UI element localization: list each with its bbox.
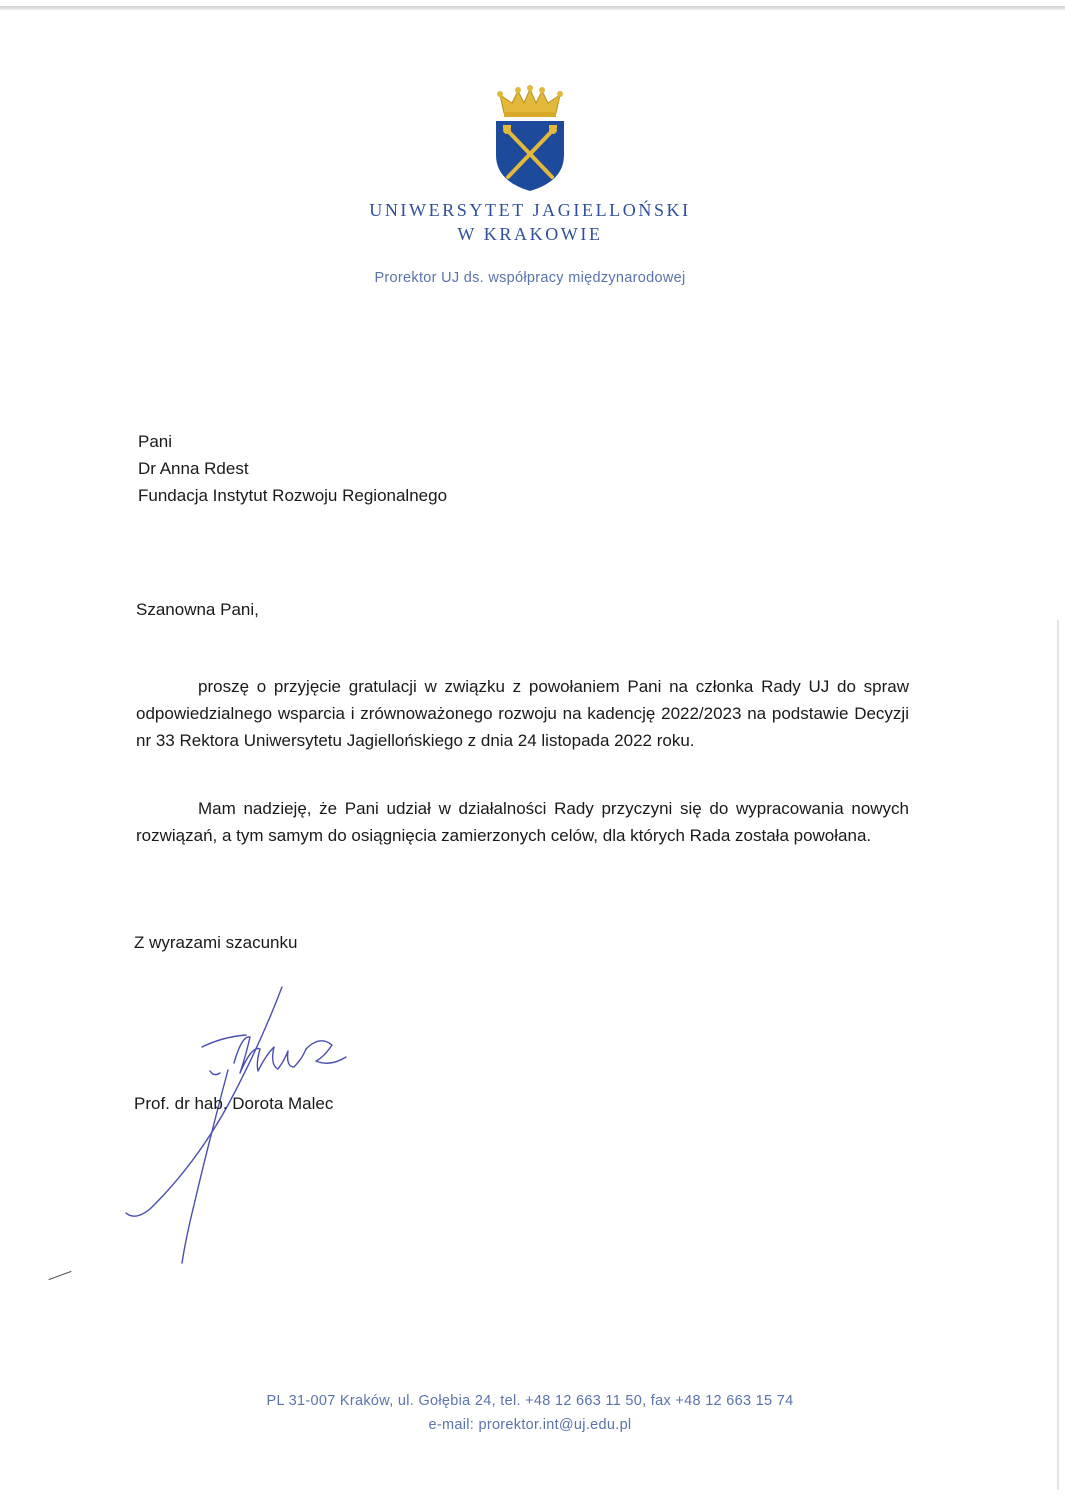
- scan-edge-right: [1057, 620, 1059, 1490]
- addressee-title: Pani: [138, 432, 173, 451]
- addressee-organization: Fundacja Instytut Rozwoju Regionalnego: [138, 486, 448, 505]
- body-paragraph-1: proszę o przyjęcie gratulacji w związku z powołaniem Pani na członka Rady UJ do spraw odpowiedzialnego wsparcia i zrównoważonego rozwoju na kadencję 2022/2023 na podstawie Decyzji nr 33 Rektora Uniwersytetu Jagiellońskiego z dnia 24 listopada 2022 roku.: [136, 677, 909, 750]
- scan-mark: [49, 1271, 72, 1280]
- addressee-block: [138, 428, 447, 509]
- body-paragraph-2: Mam nadzieję, że Pani udział w działalności Rady przyczyni się do wypracowania nowych rozwiązań, a tym samym do osiągnięcia zamierzonych celów, dla których Rada została powołana.: [136, 799, 909, 845]
- office-title: Prorektor UJ ds. współpracy międzynarodowej: [374, 270, 686, 286]
- footer-email: e-mail: prorektor.int@uj.edu.pl: [428, 1417, 632, 1433]
- scan-edge-top: [0, 6, 1065, 10]
- closing-phrase: Z wyrazami szacunku: [134, 933, 298, 952]
- university-crest-icon: [490, 85, 570, 195]
- handwritten-signature: [110, 975, 370, 1275]
- university-name-line1: UNIWERSYTET JAGIELLOŃSKI: [369, 200, 691, 220]
- salutation: Szanowna Pani,: [136, 600, 259, 619]
- university-name-line2: W KRAKOWIE: [457, 224, 603, 244]
- addressee-name: Dr Anna Rdest: [138, 459, 249, 478]
- footer-address: PL 31-007 Kraków, ul. Gołębia 24, tel. +48 12 663 11 50, fax +48 12 663 15 74: [266, 1393, 794, 1409]
- university-name: [300, 198, 760, 246]
- signer-name: Prof. dr hab. Dorota Malec: [134, 1094, 334, 1113]
